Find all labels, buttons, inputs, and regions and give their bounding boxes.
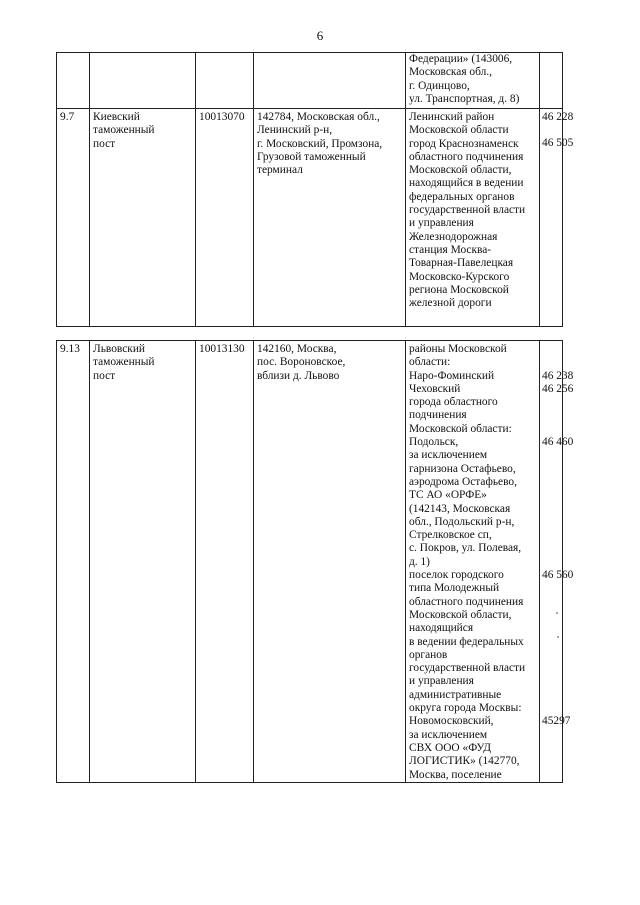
region-line: Наро-Фоминский [409,369,495,382]
cell-address [254,109,406,327]
region-line: Подольск, [409,436,459,449]
okato-code [542,449,562,462]
okato-code [542,636,562,649]
region-line: типа Молодежный [409,582,500,595]
okato-code [542,729,562,742]
okato-code [542,689,562,702]
cell-num [57,53,90,109]
post-name-line: Львовский [93,343,146,355]
table-row-9-13 [57,341,563,783]
okato-code [542,582,562,595]
region-line: областного подчинения [409,150,524,163]
region-line: подчинения [409,409,467,422]
cell-num: 9.13 [57,341,90,783]
okato-code [542,662,562,675]
cell-code: 10013130 [196,341,254,783]
okato-code: 46 560 [542,569,574,582]
okato-code: 46 256 [542,382,574,395]
region-line: за исключением [409,728,488,741]
okato-code: 46 228 [542,111,574,123]
cell-post-name [90,341,196,783]
region-line: Федерации» (143006, [409,53,513,65]
region-line: обл., Подольский р-н, [409,515,515,528]
address-line: терминал [257,164,303,177]
scan-speck [556,612,558,614]
region-line: аэродрома Остафьево, [409,475,517,488]
cell-region [406,109,540,327]
region-line: округа города Москвы: [409,702,522,715]
okato-code [542,489,562,502]
region-line: районы Московской [409,343,507,355]
address-line: 142784, Московская обл., [257,111,380,123]
region-line: Московской области [409,124,509,137]
page-number: 6 [316,28,324,43]
okato-code [542,396,562,409]
region-line: станция Москва- [409,243,492,256]
okato-code [542,742,562,755]
region-line: административные [409,688,502,701]
cell-address [254,53,406,109]
region-line: Товарная-Павелецкая [409,257,514,270]
post-name-line: пост [93,137,116,150]
okato-code [542,529,562,542]
cell-okato [540,109,574,327]
okato-code [542,503,562,516]
okato-code: 46 460 [542,436,574,449]
okato-code [542,356,562,369]
post-name-line: Киевский [93,111,140,123]
region-line: органов [409,648,448,661]
address-line: пос. Вороновское, [257,356,346,369]
region-line: государственной власти [409,662,526,675]
okato-code [542,596,562,609]
address-line: 142160, Москва, [257,343,337,355]
okato-code [542,675,562,688]
region-line: г. Одинцово, [409,79,470,92]
region-line: федеральных органов [409,190,515,203]
customs-table-continued [56,52,574,327]
cell-code: 10013070 [196,109,254,327]
region-line: Новомосковский, [409,715,494,728]
region-line: Московско-Курского [409,270,510,283]
region-line: Московской области: [409,422,512,435]
address-line: вблизи д. Львово [257,369,340,382]
region-line: железной дороги [409,297,492,310]
region-line: ул. Транспортная, д. 8) [409,92,520,105]
okato-code [542,463,562,476]
region-line: государственной власти [409,204,526,217]
region-line: гарнизона Остафьево, [409,462,516,475]
cell-region [406,53,540,109]
region-line: Московской области, [409,164,512,177]
region-line: региона Московской [409,283,509,296]
okato-code: 46 238 [542,369,574,382]
okato-code [542,516,562,529]
okato-code [542,542,562,555]
region-line: Московской области, [409,608,512,621]
cell-region [406,341,540,783]
region-line: ТС АО «ОРФЕ» [409,489,487,502]
okato-code [542,755,562,768]
region-line: города областного [409,396,498,409]
region-line: Железнодорожная [409,230,498,243]
region-line: д. 1) [409,555,430,568]
okato-code [542,769,562,782]
okato-code [542,702,562,715]
region-line: и управления [409,217,474,230]
region-line: поселок городского [409,569,504,582]
address-line: Ленинский р-н, [257,124,333,137]
cell-code [196,53,254,109]
region-line: СВХ ООО «ФУД [409,741,492,754]
region-line: Ленинский район [409,111,495,123]
table-row-continuation [57,53,563,109]
cell-post-name [90,53,196,109]
okato-code: 46 505 [542,137,574,150]
cell-okato [540,341,574,783]
region-line: Москва, поселение [409,768,502,781]
region-line: (142143, Московская [409,502,511,515]
region-line: области: [409,356,451,369]
address-line: Грузовой таможенный [257,150,366,163]
okato-code [542,609,562,622]
okato-code [542,343,562,356]
cell-num: 9.7 [57,109,90,327]
region-line: Чеховский [409,382,461,395]
okato-code [542,649,562,662]
okato-code [542,409,562,422]
post-name-line: таможенный [93,356,155,369]
region-line: находящийся [409,622,474,635]
table-row-9-7 [57,109,563,327]
customs-table [56,340,574,783]
post-name-line: пост [93,369,116,382]
post-name-line: таможенный [93,124,155,137]
okato-code [542,622,562,635]
region-line: за исключением [409,449,488,462]
region-line: Московская обл., [409,66,492,79]
cell-okato [540,53,563,109]
okato-code [542,423,562,436]
scan-speck [557,636,559,638]
region-line: ЛОГИСТИК» (142770, [409,755,520,768]
region-line: Стрелковское сп, [409,529,492,542]
region-line: город Краснознаменск [409,137,519,150]
cell-address [254,341,406,783]
cell-post-name [90,109,196,327]
okato-code: 45297 [542,715,571,728]
region-line: с. Покров, ул. Полевая, [409,542,522,555]
address-line: г. Московский, Промзона, [257,137,383,150]
okato-code [542,556,562,569]
region-line: и управления [409,675,474,688]
region-line: областного подчинения [409,595,524,608]
region-line: находящийся в ведении [409,177,524,190]
okato-code [542,476,562,489]
region-line: в ведении федеральных [409,635,524,648]
